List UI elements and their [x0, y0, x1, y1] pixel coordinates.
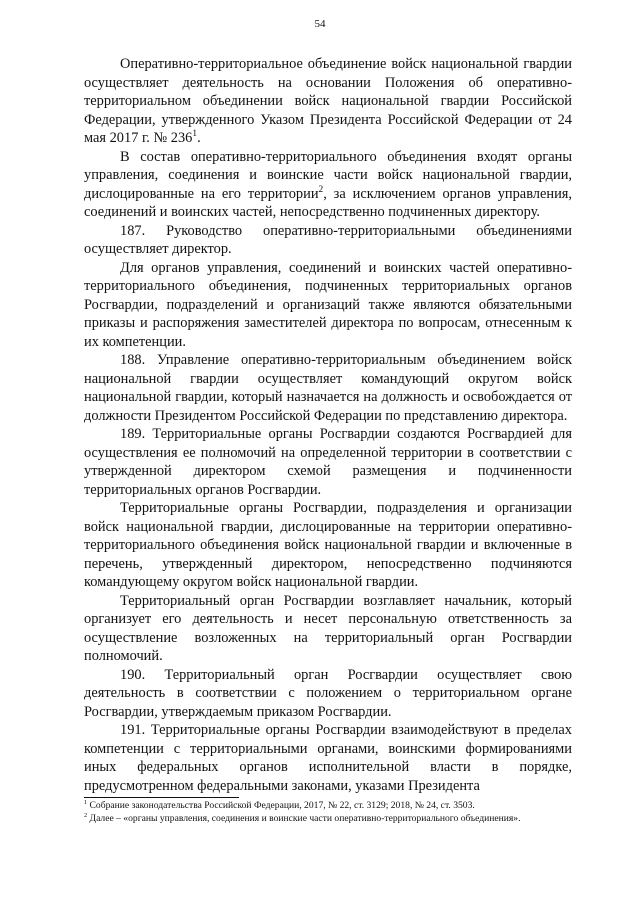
paragraph-9 — [84, 666, 572, 722]
paragraph-10 — [84, 721, 572, 795]
footnote-separator — [84, 797, 239, 798]
footnote-text: Собрание законодательства Российской Федерации, 2017, № 22, ст. 3129; 2018, № 24, ст. 3503. — [87, 800, 475, 811]
paragraph-6 — [84, 425, 572, 499]
paragraph-7 — [84, 499, 572, 592]
footnote-2 — [84, 813, 572, 826]
page-number: 54 — [314, 18, 326, 30]
paragraph-text: Территориальные органы Росгвардии, подразделения и организации войск национальной гвардии, дислоцированные на территории оперативно-территориального объединения войск национальной гвардии и включенные в перечень, утвержденный директором, непосредственно подчиняются командующему округом войск национальной гвардии. — [84, 500, 572, 590]
paragraph-text: Оперативно-территориальное объединение войск национальной гвардии осуществляет деятельность на основании Положения об оперативно-территориальном объединении войск национальной гвардии Российской Федерации, утвержденного Указом Президента Российской Федерации от 24 мая 2017 г. № 236 — [84, 56, 572, 146]
paragraph-text: Территориальный орган Росгвардии возглавляет начальник, который организует его деятельность и несет персональную ответственность за осуществление возложенных на территориальный орган Росгвардии полномочий. — [84, 592, 572, 664]
paragraph-text: Для органов управления, соединений и воинских частей оперативно-территориального объединения, подчиненных территориальных органов Росгвардии, подразделений и организаций также являются обязательными приказы и распоряжения заместителей директора по вопросам, отнесенным к их компетенции. — [84, 259, 572, 350]
paragraph-4 — [84, 259, 572, 352]
paragraph-text: В состав оперативно-территориального объединения входят органы управления, соединения и воинские части войск национальной гвардии, дислоцированные на его территории — [84, 148, 572, 202]
footnote-text: Далее – «органы управления, соединения и воинские части оперативно-территориального объединения». — [87, 812, 521, 824]
footnotes — [84, 800, 572, 825]
paragraph-text-tail: . — [197, 130, 201, 146]
footnote-ref: 2 — [318, 184, 324, 195]
paragraph-text: 189. Территориальные органы Росгвардии создаются Росгвардией для осуществления ее полномочий на определенной территории в соответствии с утвержденной директором схемой размещения и подчиненности территориальных органов Росгвардии. — [84, 426, 572, 498]
document-body — [84, 55, 572, 795]
paragraph-1 — [84, 55, 572, 148]
footnote-mark: 1 — [84, 798, 88, 806]
paragraph-8 — [84, 592, 572, 666]
footnote-mark: 2 — [84, 811, 88, 819]
paragraph-text: 190. Территориальный орган Росгвардии осуществляет свою деятельность в соответствии с положением о территориальном органе Росгвардии, утверждаемым приказом Росгвардии. — [84, 666, 572, 720]
paragraph-text: 188. Управление оперативно-территориальным объединением войск национальной гвардии осуществляет командующий округом войск национальной гвардии, который назначается на должность и освобождается от должности Президентом Российской Федерации по представлению директора. — [84, 352, 572, 424]
paragraph-text: 187. Руководство оперативно-территориальными объединениями осуществляет директор. — [84, 222, 572, 257]
paragraph-text: 191. Территориальные органы Росгвардии взаимодействуют в пределах компетенции с территориальными органами, воинскими формированиями иных федеральных органов исполнительной власти в порядке, предусмотренном федеральными законами, указами Президента — [84, 722, 572, 794]
paragraph-5 — [84, 351, 572, 425]
footnote-1 — [84, 800, 572, 813]
paragraph-text-tail: , за исключением органов управления, соединений и воинских частей, непосредственно подчиненных директору. — [84, 185, 572, 220]
paragraph-3 — [84, 222, 572, 259]
footnote-ref: 1 — [192, 129, 198, 140]
paragraph-2 — [84, 148, 572, 222]
